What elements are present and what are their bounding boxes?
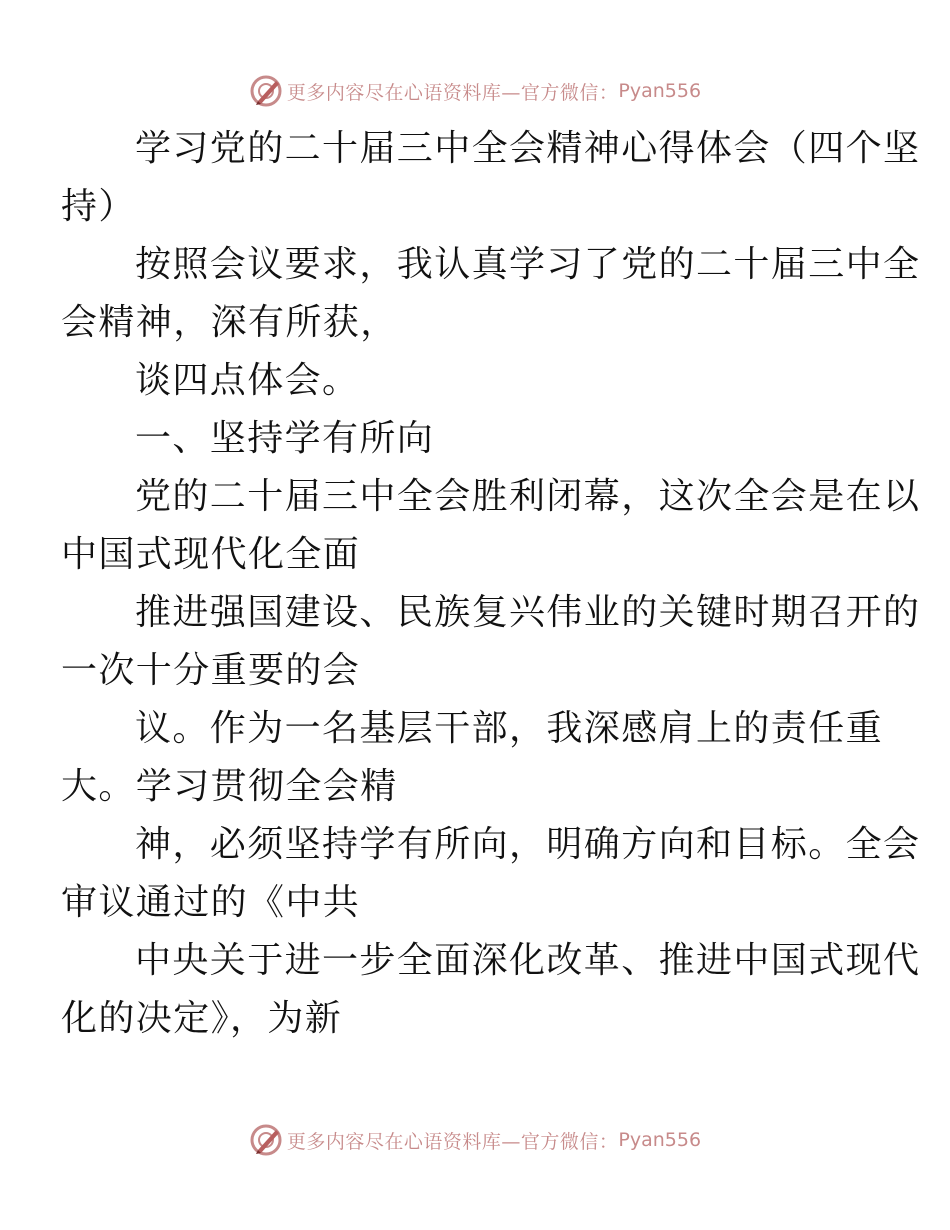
document-body: [61, 120, 921, 1048]
paragraph: [61, 932, 921, 1048]
text-line: 谈四点体会。: [135, 360, 360, 401]
paragraph: [61, 120, 921, 236]
watermark-text: 更多内容尽在心语资料库—官方微信：: [286, 1130, 619, 1153]
text-line: 一、坚持学有所向: [135, 418, 435, 459]
paragraph: [98, 352, 854, 410]
pen-logo-icon: [249, 74, 283, 108]
text-line: 审议通过的《中共: [61, 882, 361, 923]
paragraph: [61, 236, 921, 352]
text-line: 按照会议要求，我认真学习了党的二十届三中全: [135, 244, 921, 285]
text-line: 持）: [61, 186, 136, 227]
paragraph: [61, 468, 921, 584]
text-line: 化的决定》，为新: [61, 998, 343, 1039]
watermark-wechat-id: Pyan556: [618, 1129, 702, 1151]
paragraph: [61, 816, 921, 932]
watermark-text: 更多内容尽在心语资料库—官方微信：: [286, 81, 619, 104]
text-line: 党的二十届三中全会胜利闭幕，这次全会是在以: [135, 476, 921, 517]
text-line: 推进强国建设、民族复兴伟业的关键时期召开的: [135, 592, 921, 633]
header-watermark: [0, 71, 950, 111]
footer-watermark: [0, 1120, 950, 1160]
text-line: 神，必须坚持学有所向，明确方向和目标。全会: [135, 824, 921, 865]
text-line: 学习党的二十届三中全会精神心得体会（四个坚: [135, 128, 921, 169]
paragraph: [61, 584, 921, 700]
paragraph: [61, 700, 884, 816]
pen-logo-icon: [249, 1123, 283, 1157]
text-line: 议。作为一名基层干部，我深感肩上的责任重: [135, 708, 884, 749]
text-line: 大。学习贯彻全会精: [61, 766, 398, 807]
text-line: 一次十分重要的会: [61, 650, 361, 691]
text-line: 会精神，深有所获，: [61, 302, 398, 343]
section-heading: [98, 410, 854, 468]
text-line: 中国式现代化全面: [61, 534, 361, 575]
watermark-wechat-id: Pyan556: [618, 80, 702, 102]
text-line: 中央关于进一步全面深化改革、推进中国式现代: [135, 940, 921, 981]
